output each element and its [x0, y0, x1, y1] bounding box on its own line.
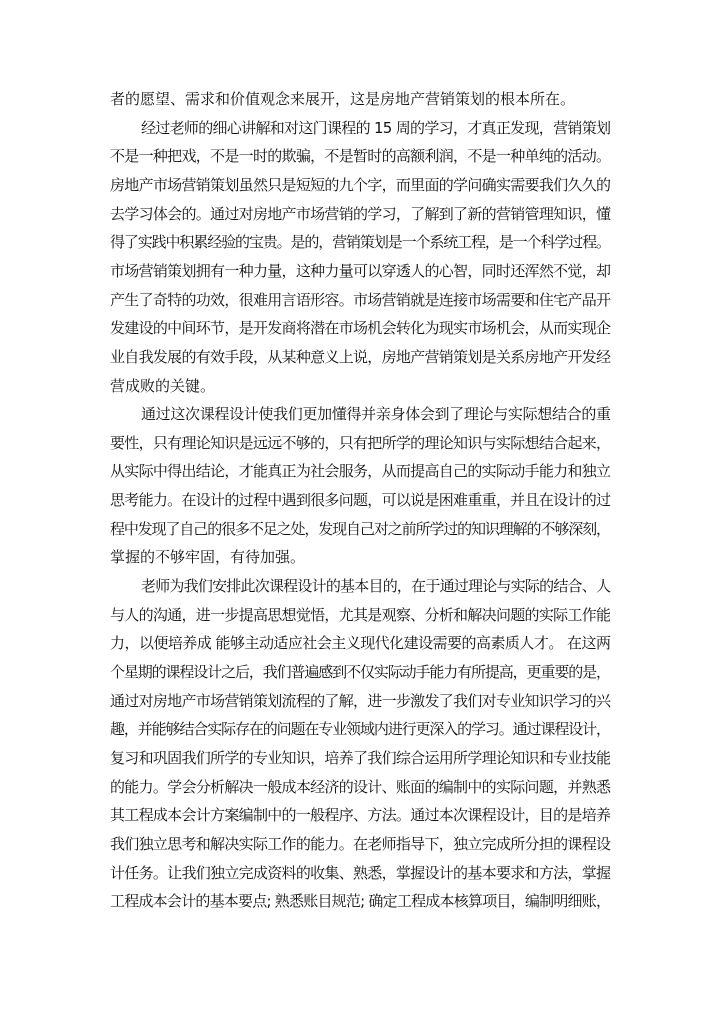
text-line — [0, 199, 720, 229]
text-line-content: 个星期的课程设计之后，我们普遍感到不仅实际动手能力有所提高，更重要的是， — [110, 663, 610, 681]
text-line — [0, 371, 720, 401]
text-line — [0, 342, 720, 372]
text-line — [0, 657, 720, 687]
text-line — [0, 84, 720, 114]
text-line-content: 房地产市场营销策划虽然只是短短的九个字，而里面的学问确实需要我们久久的 — [110, 175, 611, 194]
text-line-content: 经过老师的细心讲解和对这门课程的 15 周的学习，才真正发现，营销策划 — [141, 118, 611, 137]
text-line — [0, 686, 720, 716]
text-line — [0, 285, 720, 315]
text-line-content: 的能力。学会分析解决一般成本经济的设计、账面的编制中的实际问题，并熟悉 — [110, 777, 611, 796]
text-line — [0, 141, 720, 171]
text-line — [0, 829, 720, 859]
text-line-content: 我们独立思考和解决实际工作的能力。在老师指导下，独立完成所分担的课程设 — [110, 834, 611, 853]
text-line-content: 通过对房地产市场营销策划流程的了解，进一步激发了我们对专业知识学习的兴 — [110, 691, 611, 710]
text-line — [0, 399, 720, 429]
text-line-content: 得了实践中积累经验的宝贵。是的，营销策划是一个系统工程，是一个科学过程。 — [110, 233, 610, 252]
text-line-content: 营成败的关键。 — [110, 376, 216, 395]
text-line-content: 通过这次课程设计使我们更加懂得并亲身体会到了理论与实际想结合的重 — [141, 405, 611, 424]
text-line-content: 业自我发展的有效手段，从某种意义上说，房地产营销策划是关系房地产开发经 — [110, 347, 611, 366]
text-line-content: 思考能力。在设计的过程中遇到很多问题，可以说是困难重重，并且在设计的过 — [110, 491, 611, 510]
text-line-content: 与人的沟通，进一步提高思想觉悟，尤其是观察、分析和解决问题的实际工作能 — [110, 605, 611, 624]
text-line-content: 不是一种把戏，不是一时的欺骗，不是暂时的高额利润，不是一种单纯的活动。 — [110, 147, 611, 166]
text-line — [0, 800, 720, 830]
text-line-content: 从实际中得出结论，才能真正为社会服务，从而提高自己的实际动手能力和独立 — [110, 462, 611, 481]
text-line-content: 复习和巩固我们所学的专业知识，培养了我们综合运用所学理论知识和专业技能 — [110, 748, 611, 767]
text-line — [0, 714, 720, 744]
text-line — [0, 256, 720, 286]
text-line — [0, 772, 720, 802]
text-line-content: 者的愿望、需求和价值观念来展开，这是房地产营销策划的根本所在。 — [110, 90, 576, 108]
text-line-content: 力，以便培养成 能够主动适应社会主义现代化建设需要的高素质人才。 在这两 — [110, 634, 611, 653]
text-line-content: 工程成本会计的基本要点; 熟悉账目规范; 确定工程成本核算项目，编制明细账， — [110, 892, 611, 911]
text-line — [0, 886, 720, 916]
text-line — [0, 428, 720, 458]
text-line — [0, 170, 720, 200]
text-line-content: 要性，只有理论知识是远远不够的，只有把所学的理论知识与实际想结合起来， — [110, 433, 611, 452]
text-line-content: 市场营销策划拥有一种力量，这种力量可以穿透人的心智，同时还浑然不觉，却 — [110, 261, 611, 280]
text-line-content: 产生了奇特的功效，很难用言语形容。市场营销就是连接市场需要和住宅产品开 — [110, 290, 611, 309]
text-line — [0, 571, 720, 601]
text-line-content: 去学习体会的。通过对房地产市场营销的学习，了解到了新的营销管理知识，懂 — [110, 204, 611, 223]
text-line — [0, 113, 720, 143]
text-line — [0, 227, 720, 257]
text-line-content: 其工程成本会计方案编制中的一般程序、方法。通过本次课程设计，目的是培养 — [110, 806, 611, 825]
text-line-content: 老师为我们安排此次课程设计的基本目的，在于通过理论与实际的结合、人 — [141, 577, 611, 596]
text-line — [0, 628, 720, 658]
text-line — [0, 600, 720, 630]
text-line-content: 趣，并能够结合实际存在的问题在专业领域内进行更深入的学习。通过课程设计， — [110, 720, 610, 739]
text-line — [0, 485, 720, 515]
text-line-content: 掌握的不够牢固，有待加强。 — [110, 548, 306, 567]
text-line — [0, 743, 720, 773]
text-line-content: 计任务。让我们独立完成资料的收集、熟悉，掌握设计的基本要求和方法，掌握 — [110, 863, 611, 882]
text-line-content: 发建设的中间环节，是开发商将潜在市场机会转化为现实市场机会，从而实现企 — [110, 319, 611, 338]
text-line-content: 程中发现了自己的很多不足之处，发现自己对之前所学过的知识理解的不够深刻， — [110, 519, 610, 538]
text-line — [0, 456, 720, 486]
text-line — [0, 858, 720, 888]
text-line — [0, 313, 720, 343]
text-line — [0, 542, 720, 572]
text-line — [0, 514, 720, 544]
